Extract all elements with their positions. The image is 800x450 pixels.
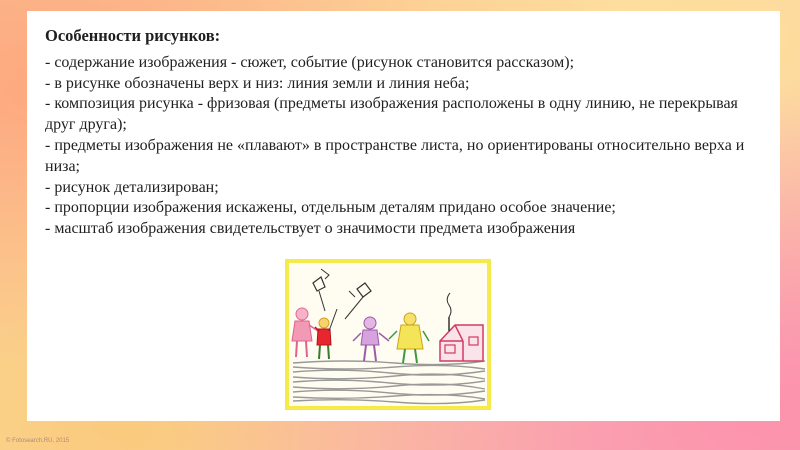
bullet-item: - предметы изображения не «плавают» в пространстве листа, но ориентированы относительно верха и низа; (45, 136, 745, 175)
bullet-item: - масштаб изображения свидетельствует о значимости предмета изображения (45, 220, 576, 238)
slide-text (45, 26, 760, 240)
figure-pink-girl (292, 308, 318, 357)
bullet-item: - в рисунке обозначены верх и низ: линия земли и линия неба; (45, 74, 470, 92)
slide-heading: Особенности рисунков: (45, 26, 221, 45)
bullet-item: - рисунок детализирован; (45, 178, 219, 196)
kite-right (345, 283, 371, 319)
bullet-item: - содержание изображения - сюжет, событие (рисунок становится рассказом); (45, 53, 575, 71)
kite-left (313, 269, 329, 311)
footer-credit: © Fotosearch.RU, 2015 (6, 438, 70, 444)
bullet-item: - композиция рисунка - фризовая (предметы изображения расположены в одну линию, не перекрывая друг друга); (45, 95, 738, 134)
child-drawing-svg (285, 259, 491, 410)
bullet-item: - пропорции изображения искажены, отдельным деталям придано особое значение; (45, 199, 616, 217)
figure-red-kid (315, 309, 337, 359)
slide-card (27, 11, 780, 421)
figure-purple-kid (353, 317, 389, 361)
ground-scribble (293, 361, 485, 404)
figure-yellow-girl (389, 313, 429, 363)
child-drawing-image (285, 259, 491, 410)
house (440, 293, 483, 361)
